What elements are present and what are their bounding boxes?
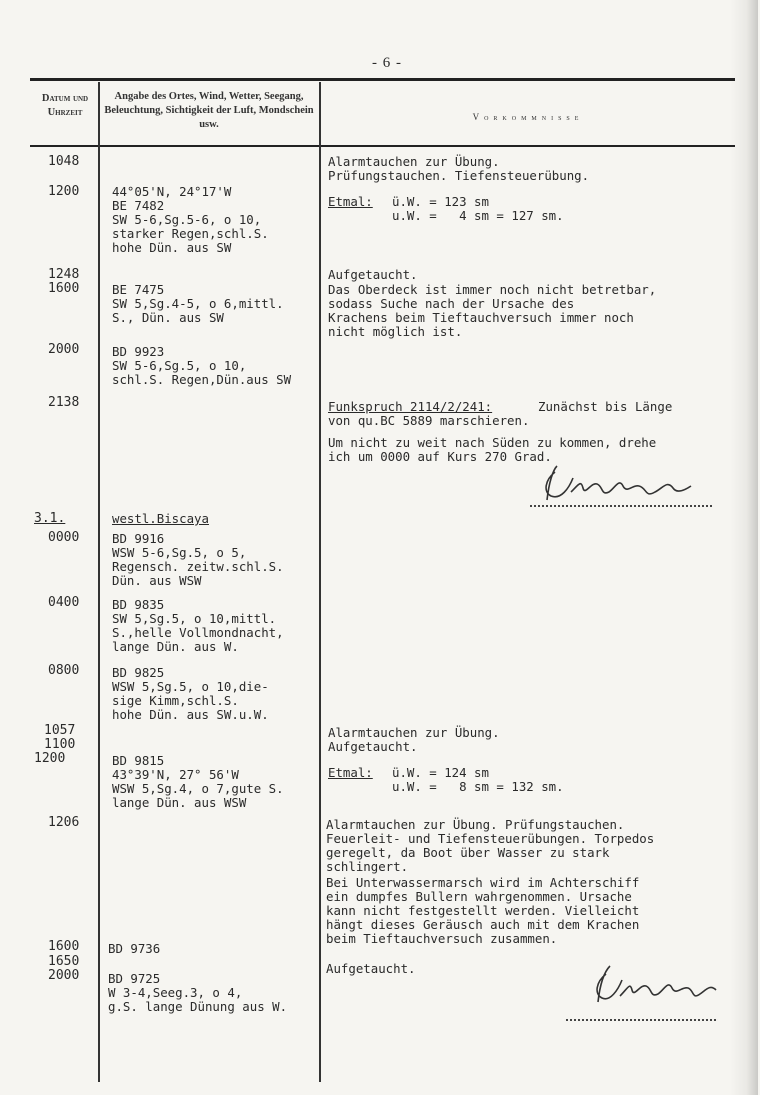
entry-time: 2000 — [48, 342, 80, 357]
entry-time: 2138 — [48, 395, 80, 410]
place-line: BD 9725 — [108, 971, 161, 986]
commander-signature — [535, 462, 705, 510]
place-line: Dün. aus WSW — [112, 573, 202, 588]
area-heading: westl.Biscaya — [112, 511, 209, 526]
event-line: ü.W. = 123 sm — [392, 194, 489, 209]
place-line: lange Dün. aus WSW — [112, 795, 247, 810]
place-line: 43°39'N, 27° 56'W — [112, 767, 239, 782]
event-line: Krachens beim Tieftauchversuch immer noch — [328, 310, 634, 325]
place-line: W 3-4,Seeg.3, o 4, — [108, 985, 243, 1000]
entry-time: 0400 — [48, 595, 80, 610]
event-line: Aufgetaucht. — [328, 267, 418, 282]
header-date-time-label: Datum und Uhrzeit — [41, 93, 89, 118]
event-line: geregelt, da Boot über Wasser zu stark — [326, 845, 610, 860]
place-line: BD 9916 — [112, 531, 165, 546]
etmal-label: Etmal: — [328, 765, 373, 780]
place-line: S.,helle Vollmondnacht, — [112, 625, 284, 640]
entry-time: 1057 — [44, 723, 76, 738]
event-line: Prüfungstauchen. Tiefensteuerübung. — [328, 168, 590, 183]
place-line: 44°05'N, 24°17'W — [112, 184, 232, 199]
place-line: sige Kimm,schl.S. — [112, 693, 239, 708]
place-line: BD 9736 — [108, 941, 161, 956]
place-line: BD 9923 — [112, 344, 165, 359]
place-line: S., Dün. aus SW — [112, 310, 224, 325]
place-line: BD 9825 — [112, 665, 165, 680]
place-line: SW 5,Sg.5, o 10,mittl. — [112, 611, 277, 626]
signature-dotted-line — [530, 505, 712, 507]
place-line: Regensch. zeitw.schl.S. — [112, 559, 284, 574]
event-line: Das Oberdeck ist immer noch nicht betretbar, — [328, 282, 657, 297]
column-divider-1 — [98, 82, 100, 1082]
etmal-label: Etmal: — [328, 194, 373, 209]
event-line: Feuerleit- und Tiefensteuerübungen. Torpedos — [326, 831, 655, 846]
page-number: - 6 - — [372, 55, 402, 71]
place-line: SW 5,Sg.4-5, o 6,mittl. — [112, 296, 284, 311]
place-line: starker Regen,schl.S. — [112, 226, 269, 241]
header-location-weather — [102, 90, 316, 132]
event-line: Aufgetaucht. — [328, 739, 418, 754]
header-date-time — [32, 92, 98, 120]
entry-time: 1248 — [48, 267, 80, 282]
place-line: g.S. lange Dünung aus W. — [108, 999, 288, 1014]
event-line: Bei Unterwassermarsch wird im Achterschiff — [326, 875, 640, 890]
event-line: von qu.BC 5889 marschieren. — [328, 413, 530, 428]
place-line: WSW 5,Sg.4, o 7,gute S. — [112, 781, 284, 796]
event-line: Um nicht zu weit nach Süden zu kommen, drehe — [328, 435, 657, 450]
event-line: Zunächst bis Länge — [538, 399, 673, 414]
header-occurrences — [322, 110, 734, 124]
entry-time: 1200 — [34, 751, 66, 766]
entry-time: 1600 — [48, 939, 80, 954]
place-line: hohe Dün. aus SW — [112, 240, 232, 255]
place-line: SW 5-6,Sg.5-6, o 10, — [112, 212, 262, 227]
header-top-rule — [30, 78, 735, 81]
commander-signature — [588, 962, 728, 1014]
event-line: ü.W. = 124 sm — [392, 765, 489, 780]
place-line: lange Dün. aus W. — [112, 639, 239, 654]
entry-time: 2000 — [48, 968, 80, 983]
place-line: hohe Dün. aus SW.u.W. — [112, 707, 269, 722]
entry-time: 1650 — [48, 954, 80, 969]
event-line: Aufgetaucht. — [326, 961, 416, 976]
event-line: beim Tieftauchversuch zusammen. — [326, 931, 558, 946]
event-line: ein dumpfes Bullern wahrgenommen. Ursache — [326, 889, 632, 904]
entry-time: 1048 — [48, 154, 80, 169]
event-line: Alarmtauchen zur Übung. — [328, 154, 500, 169]
entry-time: 1100 — [44, 737, 76, 752]
place-line: BE 7475 — [112, 282, 165, 297]
scan-edge-shadow — [730, 0, 758, 1095]
place-line: BD 9815 — [112, 753, 165, 768]
header-bottom-rule — [30, 145, 735, 147]
date-heading: 3.1. — [34, 511, 66, 526]
place-line: schl.S. Regen,Dün.aus SW — [112, 372, 292, 387]
place-line: WSW 5-6,Sg.5, o 5, — [112, 545, 247, 560]
entry-time: 1600 — [48, 281, 80, 296]
entry-time: 0000 — [48, 530, 80, 545]
entry-time: 1206 — [48, 815, 80, 830]
event-line: kann nicht festgestellt werden. Vielleicht — [326, 903, 640, 918]
header-location-weather-label: Angabe des Ortes, Wind, Wetter, Seegang, Beleuchtung, Sichtigkeit der Luft, Mondschein usw. — [104, 91, 314, 130]
event-line: u.W. = 8 sm = 132 sm. — [392, 779, 564, 794]
radio-message-label: Funkspruch 2114/2/241: — [328, 399, 493, 414]
entry-time: 0800 — [48, 663, 80, 678]
event-line: Alarmtauchen zur Übung. — [328, 725, 500, 740]
entry-time: 1200 — [48, 184, 80, 199]
event-line: Alarmtauchen zur Übung. Prüfungstauchen. — [326, 817, 625, 832]
event-line: sodass Suche nach der Ursache des — [328, 296, 575, 311]
signature-dotted-line — [566, 1019, 716, 1021]
event-line: nicht möglich ist. — [328, 324, 463, 339]
place-line: BE 7482 — [112, 198, 165, 213]
place-line: WSW 5,Sg.5, o 10,die- — [112, 679, 269, 694]
event-line: u.W. = 4 sm = 127 sm. — [392, 208, 564, 223]
column-divider-2 — [319, 82, 321, 1082]
event-line: hängt dieses Geräusch auch mit dem Krachen — [326, 917, 640, 932]
place-line: SW 5-6,Sg.5, o 10, — [112, 358, 247, 373]
header-occurrences-label: Vorkommnisse — [472, 112, 584, 122]
event-line: ich um 0000 auf Kurs 270 Grad. — [328, 449, 552, 464]
place-line: BD 9835 — [112, 597, 165, 612]
event-line: schlingert. — [326, 859, 409, 874]
